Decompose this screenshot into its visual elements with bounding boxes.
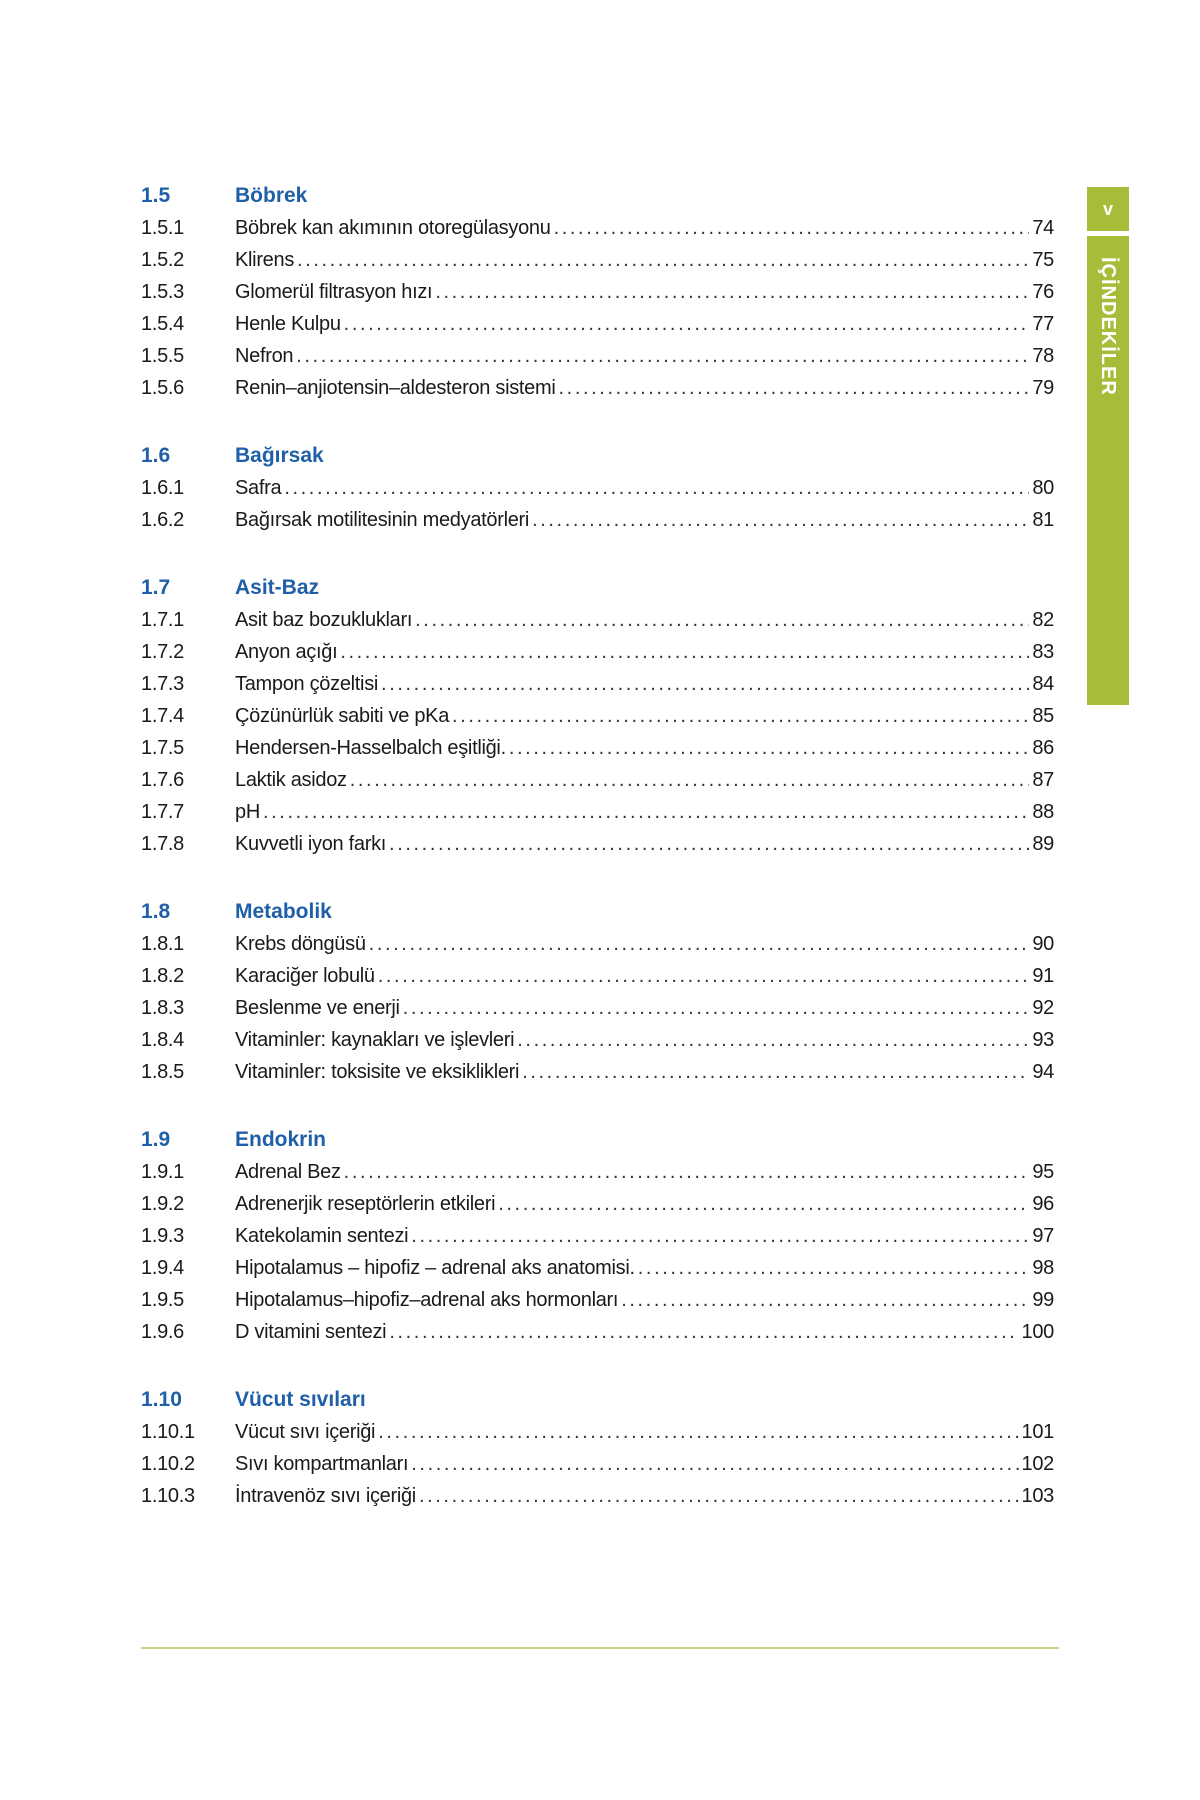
dot-leader bbox=[411, 1448, 1018, 1480]
entry-title: Asit baz bozuklukları bbox=[235, 609, 413, 631]
toc-entry[interactable] bbox=[141, 340, 1054, 372]
entry-number: 1.5.2 bbox=[141, 249, 184, 271]
dot-leader bbox=[517, 1024, 1029, 1056]
entry-page-number: 89 bbox=[1032, 833, 1054, 855]
entry-title: Renin–anjiotensin–aldesteron sistemi bbox=[235, 377, 556, 399]
dot-leader bbox=[378, 1416, 1018, 1448]
page-number-roman: v bbox=[1102, 198, 1113, 219]
section-number: 1.5 bbox=[141, 184, 171, 207]
entry-title: Krebs döngüsü bbox=[235, 933, 366, 955]
entry-page-number: 85 bbox=[1032, 705, 1054, 727]
entry-number: 1.5.6 bbox=[141, 377, 184, 399]
dot-leader bbox=[350, 764, 1030, 796]
entry-page-number: 78 bbox=[1032, 345, 1054, 367]
section-heading bbox=[141, 440, 1054, 472]
entry-title: Klirens bbox=[235, 249, 295, 271]
toc-entry[interactable] bbox=[141, 1056, 1054, 1088]
entry-number: 1.8.3 bbox=[141, 997, 184, 1019]
toc-entry[interactable] bbox=[141, 244, 1054, 276]
toc-entry[interactable] bbox=[141, 276, 1054, 308]
entry-title: Katekolamin sentezi bbox=[235, 1225, 409, 1247]
entry-page-number: 84 bbox=[1032, 673, 1054, 695]
entry-number: 1.9.3 bbox=[141, 1225, 184, 1247]
entry-title: Sıvı kompartmanları bbox=[235, 1453, 409, 1475]
entry-page-number: 81 bbox=[1032, 509, 1054, 531]
entry-title: Laktik asidoz bbox=[235, 769, 347, 791]
toc-entry[interactable] bbox=[141, 1284, 1054, 1316]
dot-leader bbox=[554, 212, 1030, 244]
dot-leader bbox=[532, 504, 1029, 536]
entry-page-number: 100 bbox=[1021, 1321, 1054, 1343]
dot-leader bbox=[381, 668, 1029, 700]
dot-leader bbox=[263, 796, 1029, 828]
dot-leader bbox=[344, 1156, 1030, 1188]
dot-leader bbox=[452, 700, 1029, 732]
section-title: Asit-Baz bbox=[235, 576, 320, 599]
entry-page-number: 99 bbox=[1032, 1289, 1054, 1311]
dot-leader bbox=[297, 244, 1029, 276]
entry-title: Böbrek kan akımının otoregülasyonu bbox=[235, 217, 551, 239]
toc-entry[interactable] bbox=[141, 764, 1054, 796]
entry-page-number: 82 bbox=[1032, 609, 1054, 631]
entry-number: 1.6.2 bbox=[141, 509, 184, 531]
toc-entry[interactable] bbox=[141, 1416, 1054, 1448]
entry-page-number: 103 bbox=[1021, 1485, 1054, 1507]
section-heading bbox=[141, 1384, 1054, 1416]
toc-entry[interactable] bbox=[141, 668, 1054, 700]
section-heading bbox=[141, 896, 1054, 928]
entry-title: Henle Kulpu bbox=[235, 313, 341, 335]
entry-page-number: 93 bbox=[1032, 1029, 1054, 1051]
entry-number: 1.9.5 bbox=[141, 1289, 184, 1311]
dot-leader bbox=[559, 372, 1030, 404]
entry-title: Kuvvetli iyon farkı bbox=[235, 833, 387, 855]
entry-title: Karaciğer lobulü bbox=[235, 965, 375, 987]
toc-entry[interactable] bbox=[141, 636, 1054, 668]
entry-number: 1.7.2 bbox=[141, 641, 184, 663]
dot-leader bbox=[389, 828, 1029, 860]
entry-page-number: 76 bbox=[1032, 281, 1054, 303]
entry-title: Vücut sıvı içeriği bbox=[235, 1421, 376, 1443]
entry-number: 1.7.7 bbox=[141, 801, 184, 823]
dot-leader bbox=[369, 928, 1030, 960]
dot-leader bbox=[509, 732, 1030, 764]
toc-entry[interactable] bbox=[141, 1188, 1054, 1220]
entry-number: 1.5.3 bbox=[141, 281, 184, 303]
entry-number: 1.10.1 bbox=[141, 1421, 195, 1443]
entry-title: Adrenal Bez bbox=[235, 1161, 341, 1183]
entry-title: D vitamini sentezi bbox=[235, 1321, 387, 1343]
entry-page-number: 74 bbox=[1032, 217, 1054, 239]
toc-entry[interactable] bbox=[141, 1220, 1054, 1252]
entry-number: 1.9.4 bbox=[141, 1257, 184, 1279]
entry-page-number: 80 bbox=[1032, 477, 1054, 499]
entry-page-number: 79 bbox=[1032, 377, 1054, 399]
entry-page-number: 97 bbox=[1032, 1225, 1054, 1247]
toc-entry[interactable] bbox=[141, 604, 1054, 636]
section-title: Böbrek bbox=[235, 184, 308, 207]
section-title: Vücut sıvıları bbox=[235, 1388, 366, 1411]
dot-leader bbox=[522, 1056, 1029, 1088]
dot-leader bbox=[378, 960, 1030, 992]
entry-page-number: 94 bbox=[1032, 1061, 1054, 1083]
toc-entry[interactable] bbox=[141, 308, 1054, 340]
toc-entry[interactable] bbox=[141, 504, 1054, 536]
entry-number: 1.9.1 bbox=[141, 1161, 184, 1183]
toc-entry[interactable] bbox=[141, 796, 1054, 828]
dot-leader bbox=[415, 604, 1029, 636]
entry-number: 1.8.5 bbox=[141, 1061, 184, 1083]
entry-number: 1.9.2 bbox=[141, 1193, 184, 1215]
section-title: Metabolik bbox=[235, 900, 332, 923]
entry-title: Glomerül filtrasyon hızı bbox=[235, 281, 433, 303]
toc-entry[interactable] bbox=[141, 928, 1054, 960]
entry-number: 1.8.4 bbox=[141, 1029, 184, 1051]
entry-number: 1.7.1 bbox=[141, 609, 184, 631]
chapter-side-tab bbox=[1087, 187, 1129, 705]
toc-section bbox=[141, 896, 1054, 1088]
section-number: 1.9 bbox=[141, 1128, 171, 1151]
entry-page-number: 101 bbox=[1021, 1421, 1054, 1443]
dot-leader bbox=[621, 1284, 1029, 1316]
toc-entry[interactable] bbox=[141, 472, 1054, 504]
entry-title: Adrenerjik reseptörlerin etkileri bbox=[235, 1193, 496, 1215]
dot-leader bbox=[340, 636, 1029, 668]
section-number: 1.10 bbox=[141, 1388, 182, 1411]
toc-entry[interactable] bbox=[141, 732, 1054, 764]
entry-number: 1.9.6 bbox=[141, 1321, 184, 1343]
section-number: 1.8 bbox=[141, 900, 171, 923]
dot-leader bbox=[419, 1480, 1019, 1512]
entry-title: Vitaminler: kaynakları ve işlevleri bbox=[235, 1029, 515, 1051]
dot-leader bbox=[411, 1220, 1029, 1252]
toc-entry[interactable] bbox=[141, 960, 1054, 992]
toc-section bbox=[141, 180, 1054, 404]
entry-number: 1.7.4 bbox=[141, 705, 184, 727]
entry-page-number: 77 bbox=[1032, 313, 1054, 335]
dot-leader bbox=[389, 1316, 1018, 1348]
section-heading bbox=[141, 572, 1054, 604]
toc-entry[interactable] bbox=[141, 1480, 1054, 1512]
entry-number: 1.7.5 bbox=[141, 737, 184, 759]
toc-section bbox=[141, 440, 1054, 536]
toc-entry[interactable] bbox=[141, 1156, 1054, 1188]
toc-entry[interactable] bbox=[141, 1252, 1054, 1284]
entry-page-number: 75 bbox=[1032, 249, 1054, 271]
section-heading bbox=[141, 180, 1054, 212]
entry-page-number: 88 bbox=[1032, 801, 1054, 823]
entry-page-number: 95 bbox=[1032, 1161, 1054, 1183]
entry-number: 1.8.2 bbox=[141, 965, 184, 987]
entry-title: Vitaminler: toksisite ve eksiklikleri bbox=[235, 1061, 520, 1083]
entry-number: 1.6.1 bbox=[141, 477, 184, 499]
section-heading bbox=[141, 1124, 1054, 1156]
toc-section bbox=[141, 1124, 1054, 1348]
entry-number: 1.5.5 bbox=[141, 345, 184, 367]
toc-entry[interactable] bbox=[141, 372, 1054, 404]
toc-entry[interactable] bbox=[141, 212, 1054, 244]
toc-entry[interactable] bbox=[141, 1316, 1054, 1348]
entry-number: 1.7.6 bbox=[141, 769, 184, 791]
section-number: 1.7 bbox=[141, 576, 171, 599]
section-title: Bağırsak bbox=[235, 444, 324, 467]
entry-title: Hendersen-Hasselbalch eşitliği. bbox=[235, 737, 506, 759]
dot-leader bbox=[344, 308, 1030, 340]
side-tab-label: İÇİNDEKİLER bbox=[1097, 257, 1119, 396]
entry-number: 1.8.1 bbox=[141, 933, 184, 955]
entry-page-number: 96 bbox=[1032, 1193, 1054, 1215]
entry-title: Bağırsak motilitesinin medyatörleri bbox=[235, 509, 530, 531]
section-title: Endokrin bbox=[235, 1128, 327, 1151]
dot-leader bbox=[296, 340, 1029, 372]
toc-section bbox=[141, 572, 1054, 860]
tab-divider bbox=[1087, 231, 1129, 236]
entry-number: 1.10.2 bbox=[141, 1453, 195, 1475]
toc-entry[interactable] bbox=[141, 1448, 1054, 1480]
entry-page-number: 90 bbox=[1032, 933, 1054, 955]
entry-page-number: 102 bbox=[1021, 1453, 1054, 1475]
dot-leader bbox=[638, 1252, 1030, 1284]
entry-title: Tampon çözeltisi bbox=[235, 673, 379, 695]
entry-page-number: 86 bbox=[1032, 737, 1054, 759]
toc-entry[interactable] bbox=[141, 1024, 1054, 1056]
toc-entry[interactable] bbox=[141, 828, 1054, 860]
footer-rule bbox=[141, 1647, 1059, 1649]
entry-title: Hipotalamus – hipofiz – adrenal aks anatomisi. bbox=[235, 1257, 635, 1279]
entry-title: Nefron bbox=[235, 345, 294, 367]
entry-title: Anyon açığı bbox=[235, 641, 338, 663]
entry-page-number: 83 bbox=[1032, 641, 1054, 663]
dot-leader bbox=[403, 992, 1030, 1024]
entry-number: 1.7.8 bbox=[141, 833, 184, 855]
toc-section bbox=[141, 1384, 1054, 1512]
entry-page-number: 91 bbox=[1032, 965, 1054, 987]
entry-title: Çözünürlük sabiti ve pKa bbox=[235, 705, 450, 727]
entry-title: Hipotalamus–hipofiz–adrenal aks hormonları bbox=[235, 1289, 619, 1311]
entry-number: 1.5.1 bbox=[141, 217, 184, 239]
entry-page-number: 98 bbox=[1032, 1257, 1054, 1279]
dot-leader bbox=[498, 1188, 1029, 1220]
table-of-contents bbox=[141, 180, 1054, 1548]
entry-title: pH bbox=[235, 801, 260, 823]
entry-number: 1.5.4 bbox=[141, 313, 184, 335]
entry-number: 1.10.3 bbox=[141, 1485, 195, 1507]
entry-page-number: 87 bbox=[1032, 769, 1054, 791]
toc-entry[interactable] bbox=[141, 700, 1054, 732]
entry-page-number: 92 bbox=[1032, 997, 1054, 1019]
entry-title: Safra bbox=[235, 477, 282, 499]
entry-title: Beslenme ve enerji bbox=[235, 997, 400, 1019]
dot-leader bbox=[435, 276, 1029, 308]
section-number: 1.6 bbox=[141, 444, 171, 467]
entry-title: İntravenöz sıvı içeriği bbox=[235, 1485, 416, 1507]
entry-number: 1.7.3 bbox=[141, 673, 184, 695]
toc-entry[interactable] bbox=[141, 992, 1054, 1024]
dot-leader bbox=[284, 472, 1029, 504]
